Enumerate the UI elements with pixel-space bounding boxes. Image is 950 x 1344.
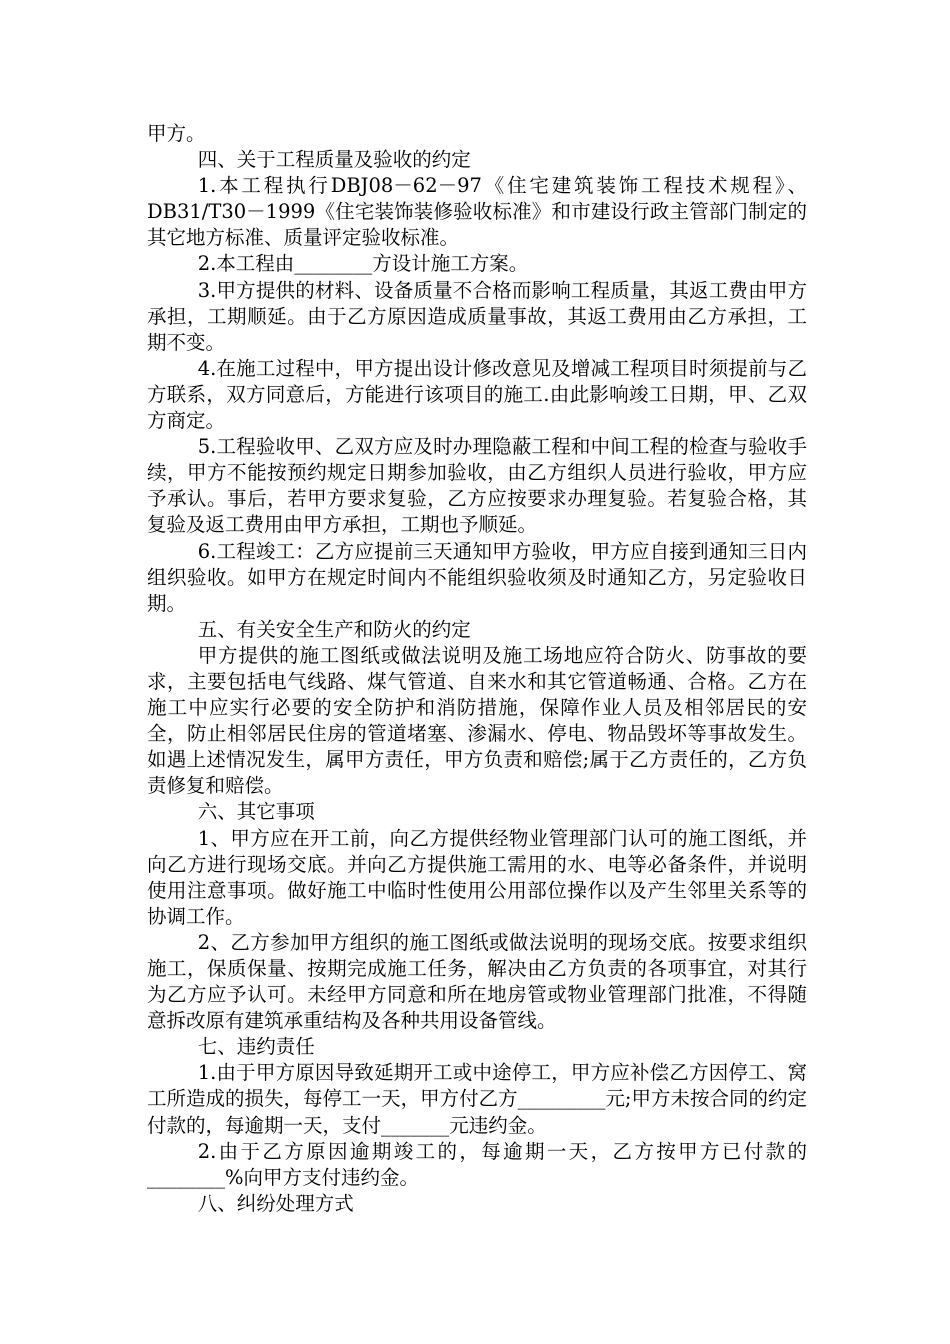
paragraph-clause: 3.甲方提供的材料、设备质量不合格而影响工程质量，其返工费由甲方承担，工期顺延。由于乙方原因造成质量事故，其返工费用由乙方承担，工期不变。 xyxy=(147,278,807,354)
paragraph-clause: 2.本工程由________方设计施工方案。 xyxy=(197,252,529,276)
paragraph-clause: 甲方提供的施工图纸或做法说明及施工场地应符合防火、防事故的要求，主要包括电气线路、煤气管道、自来水和其它管道畅通、合格。乙方在施工中应实行必要的安全防护和消防措施，保障作业人员及相邻居民的安全，防止相邻居民住房的管道堵塞、渗漏水、停电、物品毁坏等事故发生。如遇上述情况发生，属甲方责任，甲方负责和赔偿;属于乙方责任的，乙方负责修复和赔偿。 xyxy=(147,643,807,798)
document-body xyxy=(147,121,807,1217)
continuation-text: 甲方。 xyxy=(147,122,206,145)
paragraph-clause: 2、乙方参加甲方组织的施工图纸或做法说明的现场交底。按要求组织施工，保质保量、按期完成施工任务，解决由乙方负责的各项事宜，对其行为乙方应予认可。未经甲方同意和所在地房管或物业管理部门批准，不得随意拆改原有建筑承重结构及各种共用设备管线。 xyxy=(147,930,807,1033)
paragraph-clause: 6.工程竣工：乙方应提前三天通知甲方验收，甲方应自接到通知三日内组织验收。如甲方在规定时间内不能组织验收须及时通知乙方，另定验收日期。 xyxy=(147,539,807,615)
section-heading-dispute: 八、纠纷处理方式 xyxy=(197,1191,354,1215)
section-heading-safety: 五、有关安全生产和防火的约定 xyxy=(197,617,471,641)
paragraph-clause: 1.本工程执行DBJ08－62－97《住宅建筑装饰工程技术规程》、DB31/T30－1999《住宅装饰装修验收标准》和市建设行政主管部门制定的其它地方标准、质量评定验收标准。 xyxy=(147,174,807,250)
paragraph-clause: 1、甲方应在开工前，向乙方提供经物业管理部门认可的施工图纸，并向乙方进行现场交底。并向乙方提供施工需用的水、电等必备条件，并说明使用注意事项。做好施工中临时性使用公用部位操作以及产生邻里关系等的协调工作。 xyxy=(147,826,807,928)
section-heading-quality: 四、关于工程质量及验收的约定 xyxy=(197,148,471,172)
paragraph-clause: 2.由于乙方原因逾期竣工的，每逾期一天，乙方按甲方已付款的________%向甲方支付违约金。 xyxy=(147,1139,807,1189)
paragraph-clause: 1.由于甲方原因导致延期开工或中途停工，甲方应补偿乙方因停工、窝工所造成的损失，每停工一天，甲方付乙方_________元;甲方未按合同的约定付款的，每逾期一天，支付_______元违约金。 xyxy=(147,1061,807,1137)
paragraph-clause: 4.在施工过程中，甲方提出设计修改意见及增减工程项目时须提前与乙方联系，双方同意后，方能进行该项目的施工.由此影响竣工日期，甲、乙双方商定。 xyxy=(147,356,807,433)
section-heading-breach: 七、违约责任 xyxy=(197,1035,315,1059)
section-heading-other: 六、其它事项 xyxy=(197,800,315,824)
paragraph-clause: 5.工程验收甲、乙双方应及时办理隐蔽工程和中间工程的检查与验收手续，甲方不能按预约规定日期参加验收，由乙方组织人员进行验收，甲方应予承认。事后，若甲方要求复验，乙方应按要求办理复验。若复验合格，其复验及返工费用由甲方承担，工期也予顺延。 xyxy=(147,435,807,537)
